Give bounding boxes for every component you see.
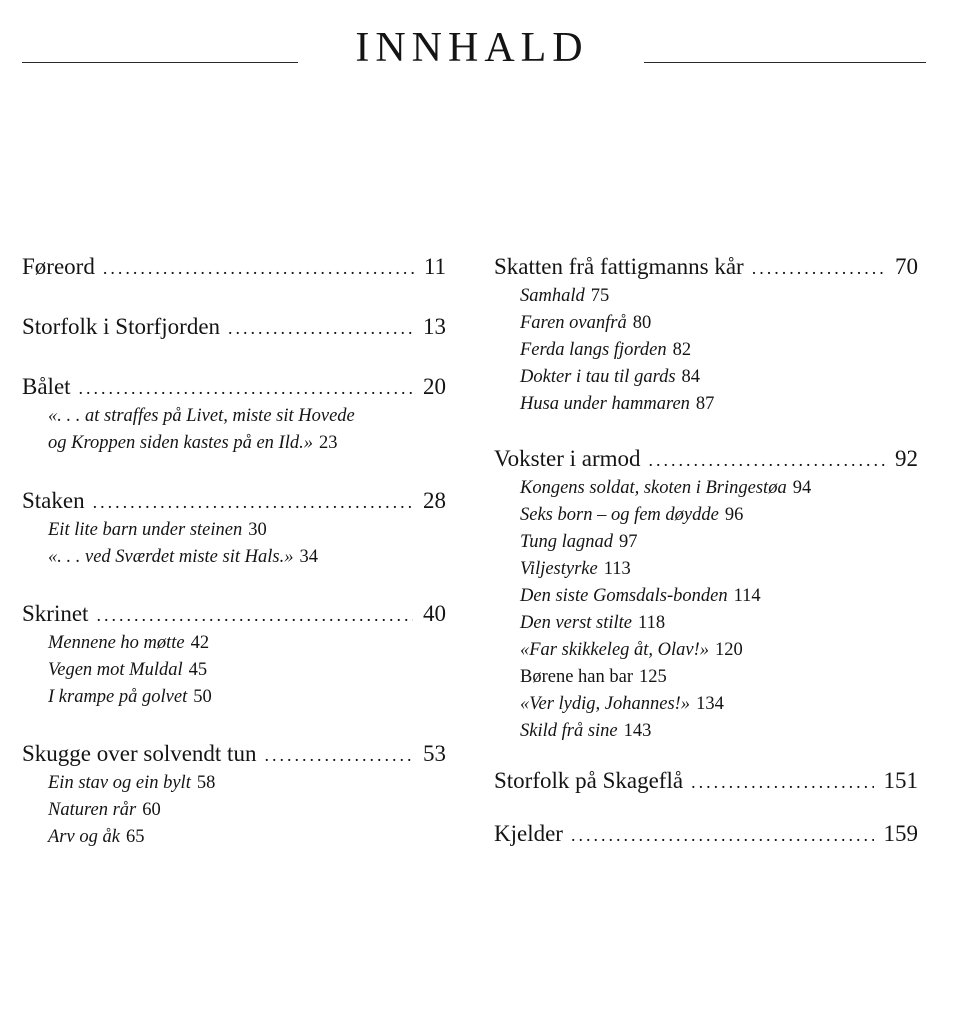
subsection-page-number: 42 [190, 633, 210, 653]
toc-subsection [22, 797, 446, 824]
chapter-page-number: 28 [423, 488, 446, 513]
subsection-title: Naturen rår [48, 800, 137, 820]
title-rule-left [22, 62, 298, 63]
subsection-page-number: 97 [619, 532, 638, 552]
chapter-page-number: 13 [423, 314, 446, 339]
chapter-title: Staken [22, 488, 85, 513]
subsection-title: Seks born – og fem døydde [520, 505, 719, 525]
toc-chapter [494, 766, 918, 797]
chapter-title: Skugge over solvendt tun [22, 741, 257, 766]
subsection-title: Faren ovanfrå [520, 313, 627, 333]
chapter-title: Kjelder [494, 821, 563, 846]
subsection-page-number: 30 [248, 520, 267, 540]
subsection-title: Tung lagnad [520, 532, 614, 552]
toc-entry [494, 252, 918, 418]
subsection-page-number: 120 [715, 640, 743, 660]
toc-subsection [494, 691, 918, 718]
dot-leader [96, 600, 413, 630]
toc-subsection [22, 684, 446, 711]
chapter-title: Skrinet [22, 601, 89, 626]
subsection-page-number: 114 [733, 586, 761, 606]
toc-chapter [494, 444, 918, 475]
subsection-title: Eit lite barn under steinen [48, 520, 243, 540]
toc-entry [494, 766, 918, 797]
subsection-title: Mennene ho møtte [48, 633, 185, 653]
toc-chapter [22, 252, 446, 283]
subsection-title: Den verst stilte [520, 613, 633, 633]
chapter-title: Storfolk på Skageflå [494, 768, 684, 793]
chapter-page-number: 40 [423, 601, 446, 626]
title-rule-right [644, 62, 926, 63]
toc-subsection [494, 391, 918, 418]
toc-subsection [494, 502, 918, 529]
chapter-page-number: 53 [423, 741, 446, 766]
dot-leader [264, 740, 413, 770]
subsection-page-number: 84 [681, 367, 701, 387]
toc-subsection [494, 283, 918, 310]
toc-subsection [22, 403, 446, 430]
subsection-page-number: 50 [193, 687, 212, 707]
toc-chapter [22, 599, 446, 630]
subsection-title: «. . . ved Sværdet miste sit Hals.» [48, 547, 294, 567]
subsection-page-number: 125 [639, 667, 667, 687]
chapter-title: Vokster i armod [494, 446, 641, 471]
dot-leader [103, 253, 414, 283]
dot-leader [649, 445, 885, 475]
toc-subsection [494, 310, 918, 337]
chapter-page-number: 151 [883, 768, 918, 793]
toc-subsection [22, 630, 446, 657]
chapter-title: Skatten frå fattigmanns kår [494, 254, 744, 279]
toc-subsection [494, 556, 918, 583]
subsection-page-number: 23 [318, 433, 338, 453]
subsection-title: Kongens soldat, skoten i Bringestøa [520, 478, 787, 498]
toc-subsection [494, 664, 918, 691]
subsection-title: «Far skikkeleg åt, Olav!» [520, 640, 710, 660]
toc-entry [22, 252, 446, 283]
subsection-title: Dokter i tau til gards [520, 367, 676, 387]
chapter-title: Føreord [22, 254, 95, 279]
toc-subsection [22, 517, 446, 544]
subsection-title: Vegen mot Muldal [48, 660, 183, 680]
dot-leader [93, 487, 413, 517]
subsection-title: Ein stav og ein bylt [48, 773, 191, 793]
subsection-page-number: 75 [590, 286, 610, 306]
subsection-page-number: 134 [696, 694, 724, 714]
toc-chapter [22, 372, 446, 403]
subsection-page-number: 60 [142, 800, 161, 820]
page-title: INNHALD [355, 25, 589, 71]
toc-subsection [22, 657, 446, 684]
title-area [0, 22, 960, 82]
toc-subsection [22, 824, 446, 851]
subsection-title: Børene han bar [520, 667, 634, 687]
toc-chapter [494, 819, 918, 850]
subsection-title: Den siste Gomsdals-bonden [520, 586, 728, 606]
toc-entry [22, 312, 446, 343]
subsection-page-number: 82 [672, 340, 692, 360]
toc-subsection [494, 583, 918, 610]
subsection-title: «Ver lydig, Johannes!» [520, 694, 691, 714]
toc-entry [494, 444, 918, 745]
toc-subsection [494, 637, 918, 664]
subsection-page-number: 143 [623, 721, 652, 741]
chapter-page-number: 159 [883, 821, 918, 846]
subsection-title: Skild frå sine [520, 721, 618, 741]
subsection-title: Ferda langs fjorden [520, 340, 667, 360]
dot-leader [571, 820, 874, 850]
subsection-title: og Kroppen siden kastes på en Ild.» [48, 433, 313, 453]
toc-subsection [494, 718, 918, 745]
chapter-title: Bålet [22, 374, 71, 399]
subsection-page-number: 80 [632, 313, 652, 333]
toc-subsection [22, 770, 446, 797]
subsection-title: I krampe på golvet [48, 687, 188, 707]
subsection-page-number: 113 [603, 559, 631, 579]
subsection-page-number: 65 [125, 827, 145, 847]
toc-subsection [494, 610, 918, 637]
subsection-page-number: 87 [695, 394, 715, 414]
subsection-page-number: 45 [188, 660, 208, 680]
subsection-title: Husa under hammaren [520, 394, 690, 414]
subsection-title: «. . . at straffes på Livet, miste sit Hovede [48, 406, 355, 426]
toc-subsection [22, 544, 446, 571]
chapter-page-number: 20 [423, 374, 446, 399]
toc-subsection [494, 529, 918, 556]
chapter-page-number: 70 [895, 254, 918, 279]
chapter-title: Storfolk i Storfjorden [22, 314, 221, 339]
toc-subsection [22, 430, 446, 457]
chapter-page-number: 92 [895, 446, 918, 471]
toc-chapter [22, 739, 446, 770]
toc-entry [22, 599, 446, 711]
subsection-page-number: 94 [792, 478, 812, 498]
toc-subsection [494, 337, 918, 364]
subsection-title: Viljestyrke [520, 559, 598, 579]
dot-leader [79, 373, 413, 403]
toc-entry [494, 819, 918, 850]
subsection-title: Arv og åk [48, 827, 120, 847]
toc-chapter [494, 252, 918, 283]
toc-subsection [494, 475, 918, 502]
toc-subsection [494, 364, 918, 391]
subsection-page-number: 96 [724, 505, 744, 525]
toc-entry [22, 739, 446, 851]
subsection-page-number: 58 [196, 773, 216, 793]
dot-leader [752, 253, 885, 283]
dot-leader [228, 313, 413, 343]
toc-chapter [22, 486, 446, 517]
subsection-page-number: 118 [638, 613, 666, 633]
toc-entry [22, 486, 446, 571]
subsection-title: Samhald [520, 286, 585, 306]
dot-leader [691, 767, 873, 797]
chapter-page-number: 11 [423, 254, 446, 279]
toc-entry [22, 372, 446, 457]
subsection-page-number: 34 [299, 547, 318, 567]
toc-chapter [22, 312, 446, 343]
